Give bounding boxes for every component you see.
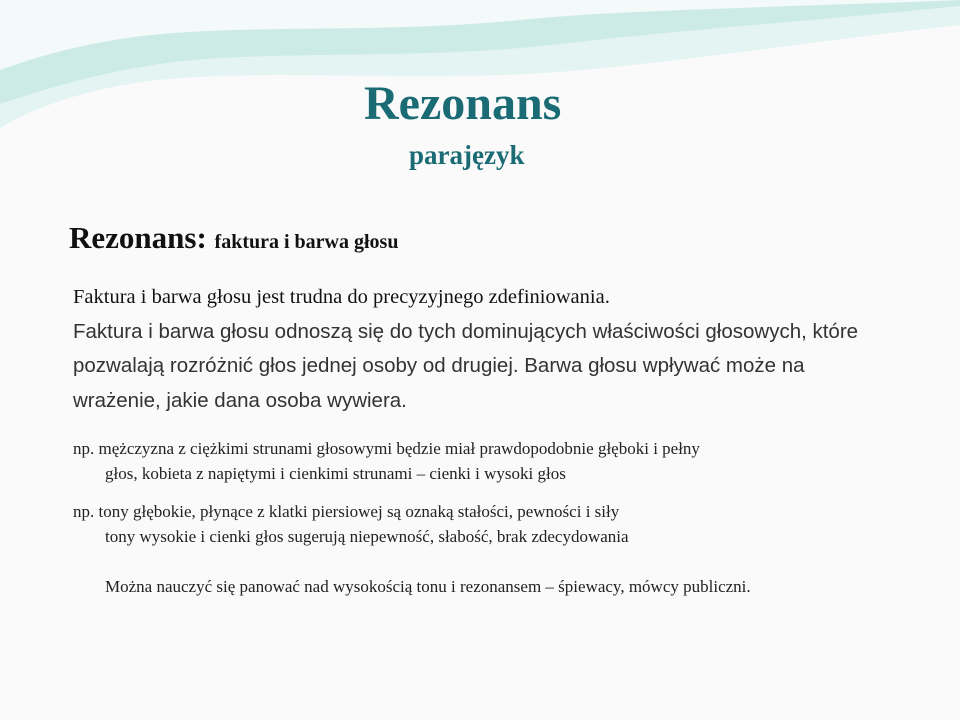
example-2 bbox=[73, 499, 873, 549]
section-heading-main: Rezonans: bbox=[69, 220, 207, 255]
slide-title: Rezonans bbox=[364, 77, 562, 130]
example-2-line-1: np. tony głębokie, płynące z klatki piersiowej są oznaką stałości, pewności i siły bbox=[73, 502, 620, 521]
intro-line-1: Faktura i barwa głosu jest trudna do precyzyjnego zdefiniowania. bbox=[73, 286, 610, 308]
intro-paragraph bbox=[73, 280, 888, 418]
example-1-line-2: głos, kobieta z napiętymi i cienkimi strunami – cienki i wysoki głos bbox=[105, 464, 566, 483]
slide-subtitle: parajęzyk bbox=[409, 140, 525, 170]
section-heading bbox=[69, 220, 398, 260]
example-1 bbox=[73, 436, 873, 486]
section-heading-sub: faktura i barwa głosu bbox=[214, 231, 399, 253]
example-1-line-1: np. mężczyzna z ciężkimi strunami głosowymi będzie miał prawdopodobnie głęboki i pełny bbox=[73, 439, 700, 458]
example-2-line-2: tony wysokie i cienki głos sugerują niepewność, słabość, brak zdecydowania bbox=[105, 527, 629, 546]
intro-rest: Faktura i barwa głosu odnoszą się do tych dominujących właściwości głosowych, które pozwalają rozróżnić głos jednej osoby od drugiej. Barwa głosu wpływać może na wrażenie, jakie dana osoba wywiera. bbox=[73, 319, 859, 412]
closing-note: Można nauczyć się panować nad wysokością tonu i rezonansem – śpiewacy, mówcy publiczni. bbox=[105, 577, 751, 596]
